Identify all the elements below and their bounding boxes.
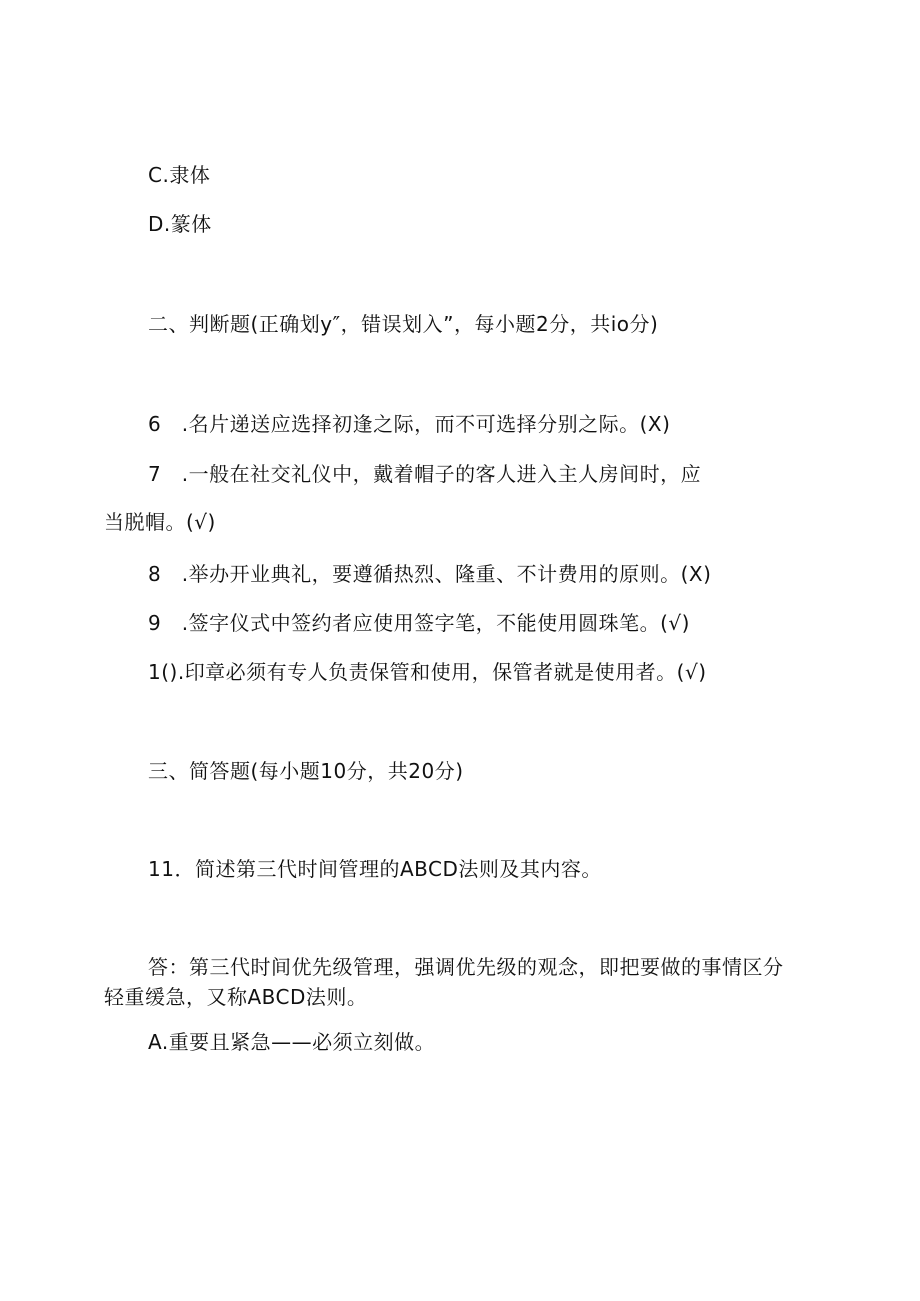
answer-line-2: 轻重缓急，又称ABCD法则。 xyxy=(104,985,368,1009)
question-9: 9 .签字仪式中签约者应使用签字笔，不能使用圆珠笔。(√) xyxy=(148,611,690,635)
answer-point-a: A.重要且紧急——必须立刻做。 xyxy=(148,1030,436,1054)
section-three-heading: 三、简答题(每小题10分，共20分) xyxy=(148,759,464,783)
option-c: C.隶体 xyxy=(148,163,211,187)
answer-line-1: 答：第三代时间优先级管理，强调优先级的观念，即把要做的事情区分 xyxy=(148,955,784,979)
question-11: 11．简述第三代时间管理的ABCD法则及其内容。 xyxy=(148,857,602,881)
section-two-heading: 二、判断题(正确划y″，错误划入”，每小题2分，共io分) xyxy=(148,312,659,336)
question-6: 6 .名片递送应选择初逢之际，而不可选择分别之际。(X) xyxy=(148,412,671,436)
question-8: 8 .举办开业典礼，要遵循热烈、隆重、不计费用的原则。(X) xyxy=(148,562,712,586)
question-7-continuation: 当脱帽。(√) xyxy=(104,510,216,534)
question-7: 7 .一般在社交礼仪中，戴着帽子的客人进入主人房间时，应 xyxy=(148,462,702,486)
question-10: 1().印章必须有专人负责保管和使用，保管者就是使用者。(√) xyxy=(148,660,707,684)
option-d: D.篆体 xyxy=(148,212,212,236)
